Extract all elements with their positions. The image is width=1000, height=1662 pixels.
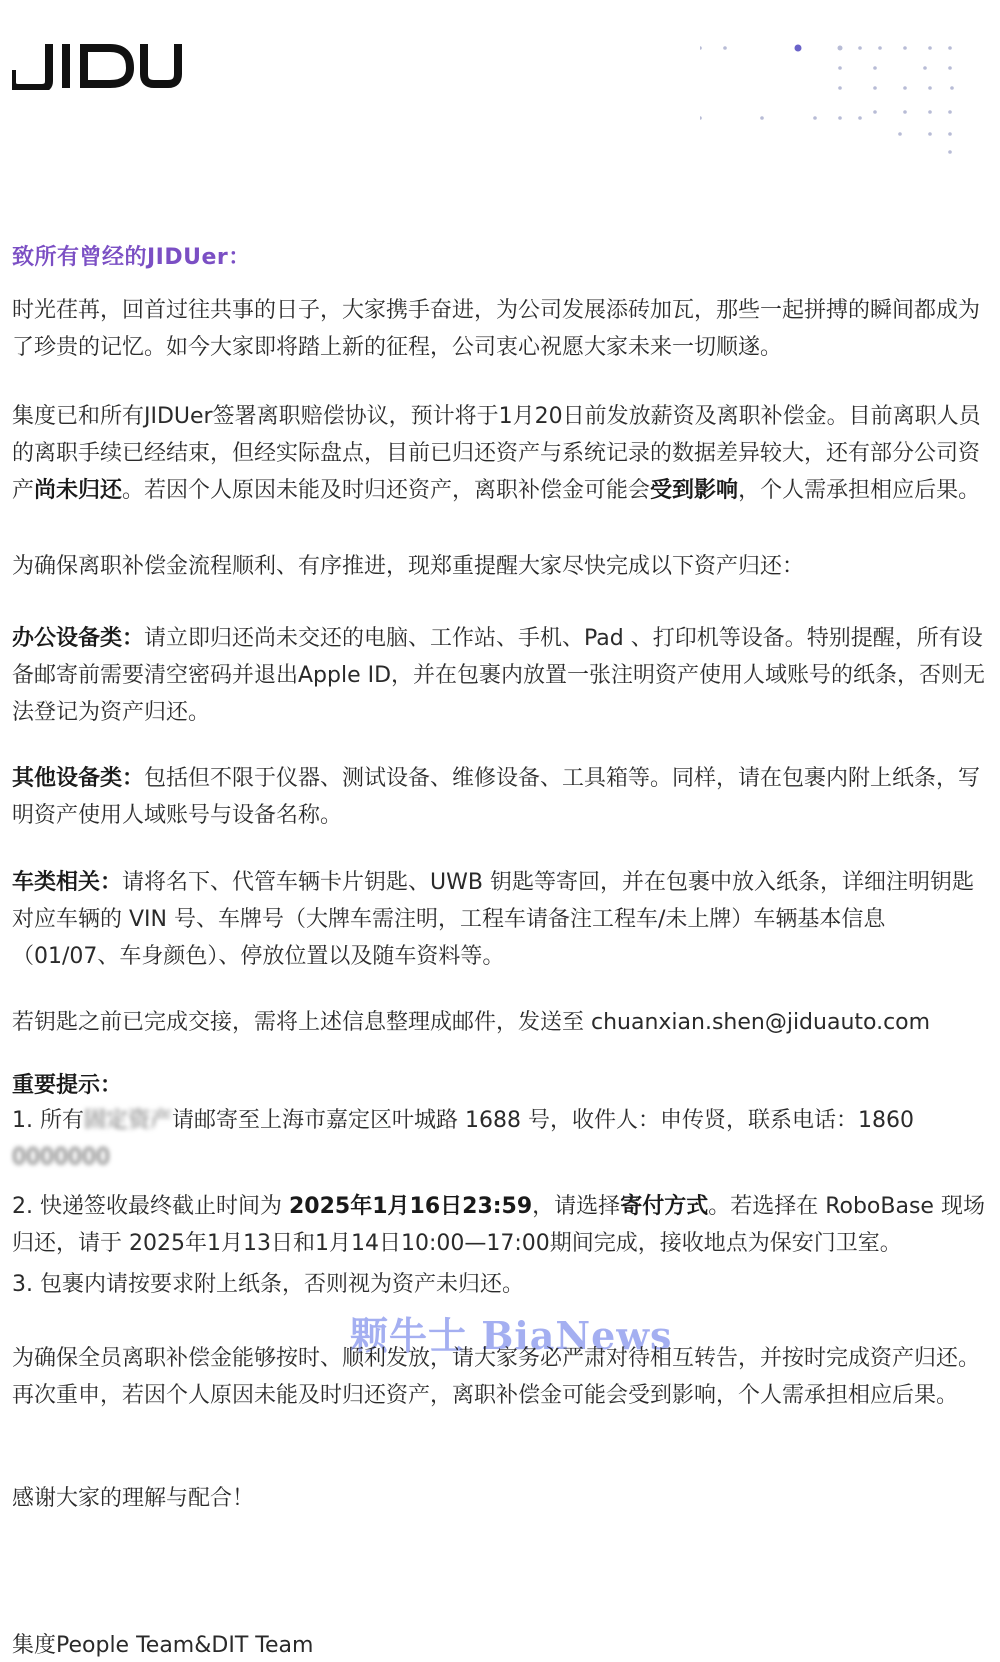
vehicle-text: 请将名下、代管车辆卡片钥匙、UWB 钥匙等寄回，并在包裹中放入纸条，详细注明钥匙对应车辆的 VIN 号、车牌号（大牌车需注明，工程车请备注工程车/未上牌）车辆基本信息（01/07、车身颜色）、停放位置以及随车资料等。: [12, 870, 974, 969]
office-equipment-title: 办公设备类：: [12, 626, 145, 651]
signature: 集度People Team&DIT Team: [12, 1633, 314, 1658]
important-heading: 重要提示：: [12, 1073, 123, 1098]
jidu-logo: [12, 40, 187, 90]
important-item-1: 1. 所有固定资产请邮寄至上海市嘉定区叶城路 1688 号，收件人：申传贤，联系电话：18600000000: [12, 1102, 990, 1176]
thanks-line: 感谢大家的理解与配合！: [12, 1486, 255, 1511]
emphasis-not-returned: 尚未归还: [34, 478, 123, 503]
redacted-text: 固定资产: [83, 1108, 172, 1133]
keys-note-paragraph: 若钥匙之前已完成交接，需将上述信息整理成邮件，发送至 chuanxian.shen@jiduauto.com: [12, 1010, 931, 1035]
intro-paragraph: 时光荏苒，回首过往共事的日子，大家携手奋进，为公司发展添砖加瓦，那些一起拼搏的瞬间都成为了珍贵的记忆。如今大家即将踏上新的征程，公司衷心祝愿大家未来一切顺遂。: [12, 298, 981, 360]
watermark: 颗牛士 BiaNews: [350, 1313, 673, 1358]
greeting-heading: 致所有曾经的JIDUer：: [12, 245, 251, 270]
closing-paragraph: 为确保全员离职补偿金能够按时、顺利发放，请大家务必严肃对待相互转告，并按时完成资产归还。再次重申，若因个人原因未能及时归还资产，离职补偿金可能会受到影响，个人需承担相应后果。: [12, 1346, 981, 1408]
office-equipment-section: [12, 620, 990, 731]
other-equipment-title: 其他设备类：: [12, 766, 145, 791]
vehicle-section: [12, 864, 990, 975]
redacted-phone: 0000000: [12, 1145, 110, 1170]
prepaid-emphasis: 寄付方式: [620, 1194, 709, 1219]
other-equipment-text: 包括但不限于仪器、测试设备、维修设备、工具箱等。同样，请在包裹内附上纸条，写明资产使用人域账号与设备名称。: [12, 766, 981, 828]
reminder-paragraph: 为确保离职补偿金流程顺利、有序推进，现郑重提醒大家尽快完成以下资产归还：: [12, 554, 805, 579]
vehicle-title: 车类相关：: [12, 870, 123, 895]
emphasis-affected: 受到影响: [650, 478, 739, 503]
important-item-3: 3. 包裹内请按要求附上纸条，否则视为资产未归还。: [12, 1272, 524, 1297]
office-equipment-text: 请立即归还尚未交还的电脑、工作站、手机、Pad 、打印机等设备。特别提醒，所有设备邮寄前需要清空密码并退出Apple ID，并在包裹内放置一张注明资产使用人域账号的纸条，否则无法登记为资产归还。: [12, 626, 986, 725]
deadline-emphasis: 2025年1月16日23:59: [288, 1194, 533, 1219]
important-item-2: 2. 快递签收最终截止时间为 2025年1月16日23:59，请选择寄付方式。若选择在 RoboBase 现场归还，请于 2025年1月13日和1月14日10:00—17:00期间完成，接收地点为保安门卫室。: [12, 1194, 985, 1256]
notice-paragraph: 集度已和所有JIDUer签署离职赔偿协议，预计将于1月20日前发放薪资及离职补偿金。目前离职人员的离职手续已经结束，但经实际盘点，目前已归还资产与系统记录的数据差异较大，还有部分公司资产尚未归还。若因个人原因未能及时归还资产，离职补偿金可能会受到影响，个人需承担相应后果。: [12, 404, 981, 503]
other-equipment-section: [12, 760, 990, 834]
decorative-dot-pattern-icon: [700, 40, 1000, 170]
